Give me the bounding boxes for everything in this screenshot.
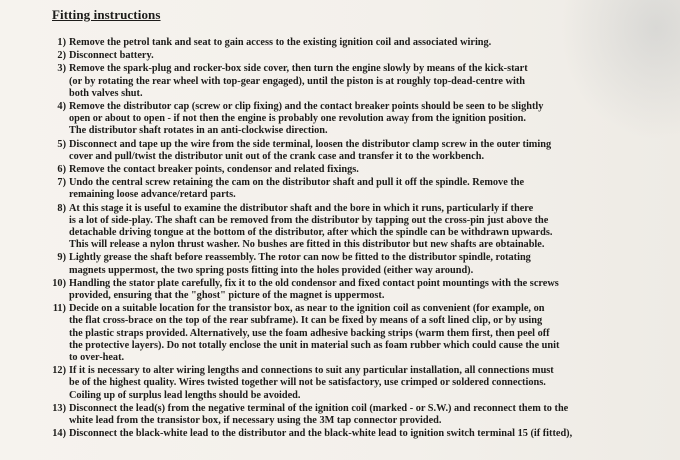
instruction-item	[48, 63, 673, 100]
instruction-item	[48, 278, 673, 302]
instruction-number: 4)	[57, 101, 66, 113]
instruction-line: Disconnect the black-white lead to the distributor and the black-white lead to ignition switch terminal 15 (if fitted),	[69, 428, 573, 440]
instruction-line: If it is necessary to alter wiring lengths and connections to suit any particular installation, all connections must	[69, 365, 554, 377]
instruction-line: Remove the spark-plug and rocker-box side cover, then turn the engine slowly by means of the kick-start	[69, 63, 528, 75]
instruction-number: 7)	[57, 177, 66, 189]
instruction-item	[48, 252, 673, 276]
instruction-item	[48, 403, 673, 427]
instruction-number: 11)	[52, 303, 66, 315]
instruction-line: The distributor shaft rotates in an anti-clockwise direction.	[69, 125, 328, 137]
instruction-text	[69, 63, 673, 100]
instruction-item	[48, 50, 673, 62]
instruction-line: open or about to open - if not then the engine is probably one revolution away from the ignition position.	[69, 113, 526, 125]
instruction-line: This will release a nylon thrust washer. No bushes are fitted in this distributor but new shafts are obtainable.	[69, 239, 545, 251]
instruction-text	[69, 428, 673, 440]
instruction-line: Lightly grease the shaft before reassembly. The rotor can now be fitted to the distributor spindle, rotating	[69, 252, 531, 264]
instruction-number: 3)	[57, 63, 66, 75]
instruction-line: Coiling up of surplus lead lengths should be avoided.	[69, 389, 301, 401]
instruction-number: 8)	[57, 202, 66, 214]
instruction-number: 13)	[52, 402, 66, 414]
instruction-line: remaining loose advance/retard parts.	[69, 189, 236, 201]
page-title: Fitting instructions	[52, 7, 161, 22]
instruction-text	[69, 139, 673, 163]
instruction-line: detachable driving tongue at the bottom of the distributor, after which the spindle can be withdrawn upwards.	[69, 227, 553, 239]
instruction-number: 9)	[57, 252, 66, 264]
instruction-text	[69, 403, 673, 427]
instruction-line: At this stage it is useful to examine the distributor shaft and the bore in which it runs, particularly if there	[69, 202, 534, 214]
instruction-text	[69, 164, 673, 176]
instruction-text	[69, 203, 673, 252]
instruction-text	[69, 252, 673, 276]
instruction-text	[69, 101, 673, 138]
instruction-line: Disconnect and tape up the wire from the side terminal, loosen the distributor clamp screw in the outer timing	[69, 138, 552, 150]
instruction-number: 5)	[57, 138, 66, 150]
instruction-line: white lead from the transistor box, if necessary using the 3M tap connector provided.	[69, 415, 442, 427]
instruction-line: magnets uppermost, the two spring posts fitting into the holes provided (either way around).	[69, 264, 474, 276]
instruction-item	[48, 139, 673, 163]
instruction-text	[69, 37, 673, 49]
instruction-item	[48, 37, 673, 49]
instruction-line: to over-heat.	[69, 352, 125, 364]
instruction-number: 14)	[52, 428, 66, 440]
instruction-number: 2)	[57, 50, 66, 62]
instruction-number: 12)	[52, 365, 66, 377]
instruction-text	[69, 365, 673, 402]
instruction-line: Undo the central screw retaining the cam on the distributor shaft and pull it off the spindle. Remove the	[69, 177, 525, 189]
instruction-number: 1)	[57, 37, 66, 48]
instruction-item	[48, 177, 673, 201]
instruction-line: Disconnect battery.	[69, 50, 154, 62]
instruction-line: Remove the distributor cap (screw or clip fixing) and the contact breaker points should be seen to be slightly	[69, 101, 544, 113]
instruction-text	[69, 50, 673, 62]
instruction-line: the plastic straps provided. Alternatively, use the foam adhesive backing strips (warm them first, then peel off	[69, 327, 550, 339]
instruction-line: provided, ensuring that the "ghost" picture of the magnet is uppermost.	[69, 290, 385, 302]
instruction-item	[48, 428, 673, 440]
instruction-line: Decide on a suitable location for the transistor box, as near to the ignition coil as convenient (for example, on	[69, 303, 545, 315]
instruction-item	[48, 365, 673, 402]
instruction-number: 10)	[52, 277, 66, 289]
instruction-text	[69, 177, 673, 201]
instruction-line: is a lot of side-play. The shaft can be removed from the distributor by tapping out the cross-pin just above the	[69, 214, 549, 226]
instruction-number: 6)	[57, 164, 66, 176]
instruction-line: (or by rotating the rear wheel with top-gear engaged), until the piston is at roughly top-dead-centre with	[69, 75, 526, 87]
instruction-item	[48, 203, 673, 252]
instruction-line: the flat cross-brace on the top of the rear subframe). It can be fixed by means of a soft lined clip, or by using	[69, 315, 543, 327]
instruction-item	[48, 101, 673, 138]
instruction-text	[69, 303, 673, 364]
instruction-text	[69, 278, 673, 302]
instruction-line: Disconnect the lead(s) from the negative terminal of the ignition coil (marked - or S.W.) and reconnect them to the	[69, 402, 569, 414]
instruction-line: be of the highest quality. Wires twisted together will not be satisfactory, use crimped or soldered connections.	[69, 377, 546, 389]
instruction-list	[48, 37, 673, 442]
instruction-line: cover and pull/twist the distributor unit out of the crank case and transfer it to the workbench.	[69, 150, 485, 162]
instruction-line: the protective layers). Do not totally enclose the unit in material such as foam rubber which could cause the unit	[69, 339, 560, 351]
instruction-line: Remove the petrol tank and seat to gain access to the existing ignition coil and associated wiring.	[69, 37, 492, 48]
instruction-line: both valves shut.	[69, 87, 143, 99]
instruction-line: Handling the stator plate carefully, fix it to the old condensor and fixed contact point mountings with the screws	[69, 277, 559, 289]
instruction-item	[48, 303, 673, 364]
instruction-line: Remove the contact breaker points, condensor and related fixings.	[69, 164, 359, 176]
instruction-item	[48, 164, 673, 176]
